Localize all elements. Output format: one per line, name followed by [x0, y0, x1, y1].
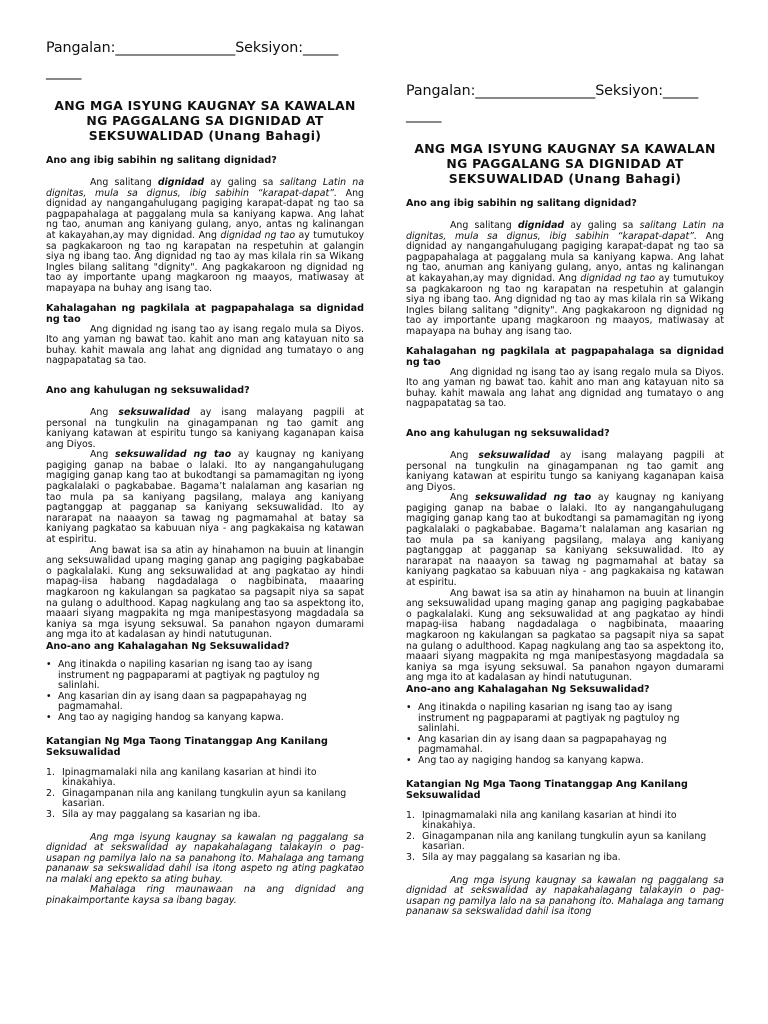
- second-blank: _____: [46, 64, 82, 80]
- title-line-2: NG PAGGALANG SA DIGNIDAD AT: [446, 156, 684, 171]
- kahalagahan-seksuwalidad-heading: Ano-ano ang Kahalagahan Ng Seksuwalidad?: [46, 640, 290, 652]
- dignidad-heading: Ano ang ibig sabihin ng salitang dignidad?: [46, 155, 277, 166]
- name-section-header: [46, 36, 364, 84]
- seksuwalidad-paragraph-3: Ang bawat isa sa atin ay hinahamon na buuin at linangin ang seksuwalidad upang maging ganap ang pagiging pagkababae o pagkalalaki. Kung ang seksuwalidad at ang pagkatao ay hindi mapag-iisa habang nagdadalaga o nagbibinata, maaaring magkaroon ng kakulangan sa pagkatao sa pagsapit niya sa sapat na gulang o adulthood. Kapag nagkulang ang tao sa aspektong ito, maaari siyang magpakita ng mga manipestasyong magdadala sa kaniya sa mga isyung seksuwal. Sa panahon ngayon dumarami ang mga ito at kadalasan ay hindi natutugunan.: [46, 544, 364, 641]
- title-line-1: ANG MGA ISYUNG KAUGNAY SA KAWALAN: [414, 141, 716, 156]
- seksuwalidad-paragraph-2: Ang seksuwalidad ng tao ay kaugnay ng kaniyang pagiging ganap na babae o lalaki. Ito ay nangangahulugang magiging ganap kang tao at bukodtangi sa pamamagitan ng iyong pagkalalaki o pagkababae. Bagama’t nalalaman ang kasarian ng tao mula pa sa kaniyang pagsilang, malaya ang kaniyang pagtanggap at pagganap sa kaniyang seksuwalidad. Ito ay nararapat na naaayon sa tawag ng pagmamahal at batay sa kaniyang pagkatao sa kabuuan niya - ang pagkakaisa ng katawan at espiritu.: [406, 492, 724, 589]
- seksiyon-label: Seksiyon:: [235, 40, 303, 56]
- katangian-numbered-list: [406, 811, 724, 864]
- kahalagahan-seksuwalidad-heading: Ano-ano ang Kahalagahan Ng Seksuwalidad?: [406, 683, 650, 695]
- seksiyon-blank: _____: [662, 83, 699, 99]
- seksuwalidad-paragraph-3: Ang bawat isa sa atin ay hinahamon na buuin at linangin ang seksuwalidad upang maging ganap ang pagiging pagkababae o pagkalalaki. Kung ang seksuwalidad at ang pagkatao ay hindi mapag-iisa habang nagdadalaga o nagbibinata, maaaring magkaroon ng kakulangan sa pagkatao sa pagsapit niya sa sapat na gulang o adulthood. Kapag nagkulang ang tao sa aspektong ito, maaari siyang magpakita ng mga manipestasyong magdadala sa kaniya sa mga isyung seksuwal. Sa panahon ngayon dumarami ang mga ito at kadalasan ay hindi natutugunan.: [406, 587, 724, 684]
- list-item: • Ang tao ay nagiging handog sa kanyang kapwa.: [406, 754, 644, 766]
- katangian-numbered-list: [46, 768, 364, 821]
- seksiyon-label: Seksiyon:: [595, 83, 663, 99]
- closing-paragraph-1: Ang mga isyung kaugnay sa kawalan ng paggalang sa dignidad at sekswalidad ay napakahalagang talakayin o pag-usapan ng pamilya lalo na sa panahong ito. Mahalaga ang tamang pananaw sa sekswalidad dahil isa itong aspeto ng ating pagkatao na malaki ang epekto sa ating buhay.: [46, 831, 364, 885]
- document-title: [406, 141, 724, 186]
- seksuwalidad-heading: Ano ang kahulugan ng seksuwalidad?: [46, 384, 250, 396]
- kahalagahan-bullet-list: [406, 703, 724, 767]
- dignidad-heading: Ano ang ibig sabihin ng salitang dignidad?: [406, 198, 637, 209]
- title-line-2: NG PAGGALANG SA DIGNIDAD AT: [86, 113, 324, 128]
- pangalan-label: Pangalan:: [406, 83, 476, 99]
- list-item: 2. Ginagampanan nila ang kanilang tungkulin ayun sa kanilang kasarian.: [406, 830, 707, 853]
- seksuwalidad-paragraph-1: Ang seksuwalidad ay isang malayang pagpili at personal na tungkulin na ginagampanan ng tao gamit ang kaniyang katawan at espiritu tungo sa kaniyang kaganapan kaisa ang Diyos.: [46, 406, 364, 450]
- katangian-heading: Katangian Ng Mga Taong Tinatanggap Ang Kanilang Seksuwalidad: [406, 778, 688, 801]
- list-item: 3. Sila ay may paggalang sa kasarian ng iba.: [406, 851, 621, 863]
- list-item: • Ang itinakda o napiling kasarian ng isang tao ay isang instrument ng pagpaparami at pagtiyak ng pagtuloy ng salinlahi.: [46, 658, 320, 692]
- dignidad-paragraph: Ang salitang dignidad ay galing sa salitang Latin na dignitas, mula sa dignus, ibig sabihin “karapat-dapat”. Ang dignidad ay nangangahulugang pagiging karapat-dapat ng tao sa pagpapahalaga at paggalang mula sa kaniyang kapwa. Ang lahat ng tao, anuman ang kaniyang gulang, anyo, antas ng kalinangan at kakayahan,ay may dignidad. Ang dignidad ng tao ay tumutukoy sa pagkakaroon ng tao ng karapatan na respetuhin at galangin siya ng ibang tao. Ang dignidad ng tao ay mas kilala rin sa Wikang Ingles bilang salitang "dignity". Ang pagkakaroon ng dignidad ng tao ay importante upang magkaroon ng maayos, matiwasay at mapayapa na buhay ang isang tao.: [406, 220, 724, 337]
- seksuwalidad-paragraph-1: Ang seksuwalidad ay isang malayang pagpili at personal na tungkulin na ginagampanan ng tao gamit ang kaniyang katawan at espiritu tungo sa kaniyang kaganapan kaisa ang Diyos.: [406, 449, 724, 493]
- right-page: [406, 43, 724, 918]
- closing-paragraph-2: Mahalaga ring maunawaan na ang dignidad ang pinakaimportante kaysa sa ibang bagay.: [46, 884, 364, 907]
- dignidad-paragraph: Ang salitang dignidad ay galing sa salitang Latin na dignitas, mula sa dignus, ibig sabihin “karapat-dapat”. Ang dignidad ay nangangahulugang pagiging karapat-dapat ng tao sa pagpapahalaga at paggalang mula sa kaniyang kapwa. Ang lahat ng tao, anuman ang kaniyang gulang, anyo, antas ng kalinangan at kakayahan,ay may dignidad. Ang dignidad ng tao ay tumutukoy sa pagkakaroon ng tao ng karapatan na respetuhin at galangin siya ng ibang tao. Ang dignidad ng tao ay mas kilala rin sa Wikang Ingles bilang salitang "dignity". Ang pagkakaroon ng dignidad ng tao ay importante upang magkaroon ng maayos, matiwasay at mapayapa na buhay ang isang tao.: [46, 177, 364, 294]
- title-line-3: SEKSUWALIDAD (Unang Bahagi): [448, 171, 682, 186]
- list-item: • Ang kasarian din ay isang daan sa pagpapahayag ng pagmamahal.: [406, 733, 667, 756]
- list-item: • Ang tao ay nagiging handog sa kanyang kapwa.: [46, 711, 284, 723]
- seksuwalidad-heading: Ano ang kahulugan ng seksuwalidad?: [406, 427, 610, 439]
- closing-paragraph-1-cut: Ang mga isyung kaugnay sa kawalan ng paggalang sa dignidad at sekswalidad ay napakahalagang talakayin o pag-usapan ng pamilya lalo na sa panahong ito. Mahalaga ang tamang pananaw sa sekswalidad dahil isa itong: [406, 874, 724, 918]
- pangalan-blank: _________________: [475, 83, 596, 99]
- seksuwalidad-paragraph-2: Ang seksuwalidad ng tao ay kaugnay ng kaniyang pagiging ganap na babae o lalaki. Ito ay nangangahulugang magiging ganap kang tao at bukodtangi sa pamamagitan ng iyong pagkalalaki o pagkababae. Bagama’t nalalaman ang kasarian ng tao mula pa sa kaniyang pagsilang, malaya ang kaniyang pagtanggap at pagganap sa kaniyang seksuwalidad. Ito ay nararapat na naaayon sa tawag ng pagmamahal at batay sa kaniyang pagkatao sa kabuuan niya - ang pagkakaisa ng katawan at espiritu.: [46, 449, 364, 546]
- kahalagahan-dignidad-paragraph: Ang dignidad ng isang tao ay isang regalo mula sa Diyos. Ito ang yaman ng bawat tao. kahit ano man ang katayuan nito sa buhay. kahit mawala ang lahat ang dignidad ang tumatayo o ang nagpapatatag sa tao.: [406, 366, 724, 410]
- list-item: 3. Sila ay may paggalang sa kasarian ng iba.: [46, 808, 261, 820]
- seksiyon-blank: _____: [302, 40, 339, 56]
- list-item: 1. Ipinagmamalaki nila ang kanilang kasarian at hindi ito kinakahiya.: [406, 809, 677, 832]
- kahalagahan-dignidad-heading: Kahalagahan ng pagkilala at pagpapahalaga sa dignidad ng tao: [46, 302, 364, 325]
- list-item: • Ang kasarian din ay isang daan sa pagpapahayag ng pagmamahal.: [46, 690, 307, 713]
- kahalagahan-dignidad-heading: Kahalagahan ng pagkilala at pagpapahalaga sa dignidad ng tao: [406, 345, 724, 368]
- name-section-header: [406, 79, 724, 127]
- list-item: 2. Ginagampanan nila ang kanilang tungkulin ayun sa kanilang kasarian.: [46, 787, 347, 810]
- left-page: [46, 0, 364, 907]
- katangian-heading: Katangian Ng Mga Taong Tinatanggap Ang Kanilang Seksuwalidad: [46, 735, 328, 758]
- title-line-3: SEKSUWALIDAD (Unang Bahagi): [88, 128, 322, 143]
- document-title: [46, 98, 364, 143]
- pangalan-blank: _________________: [115, 40, 236, 56]
- title-line-1: ANG MGA ISYUNG KAUGNAY SA KAWALAN: [54, 98, 356, 113]
- list-item: • Ang itinakda o napiling kasarian ng isang tao ay isang instrument ng pagpaparami at pagtiyak ng pagtuloy ng salinlahi.: [406, 701, 680, 735]
- pangalan-label: Pangalan:: [46, 40, 116, 56]
- kahalagahan-bullet-list: [46, 660, 364, 724]
- list-item: 1. Ipinagmamalaki nila ang kanilang kasarian at hindi ito kinakahiya.: [46, 766, 317, 789]
- kahalagahan-dignidad-paragraph: Ang dignidad ng isang tao ay isang regalo mula sa Diyos. Ito ang yaman ng bawat tao. kahit ano man ang katayuan nito sa buhay. kahit mawala ang lahat ang dignidad ang tumatayo o ang nagpapatatag sa tao.: [46, 323, 364, 367]
- second-blank: _____: [406, 107, 442, 123]
